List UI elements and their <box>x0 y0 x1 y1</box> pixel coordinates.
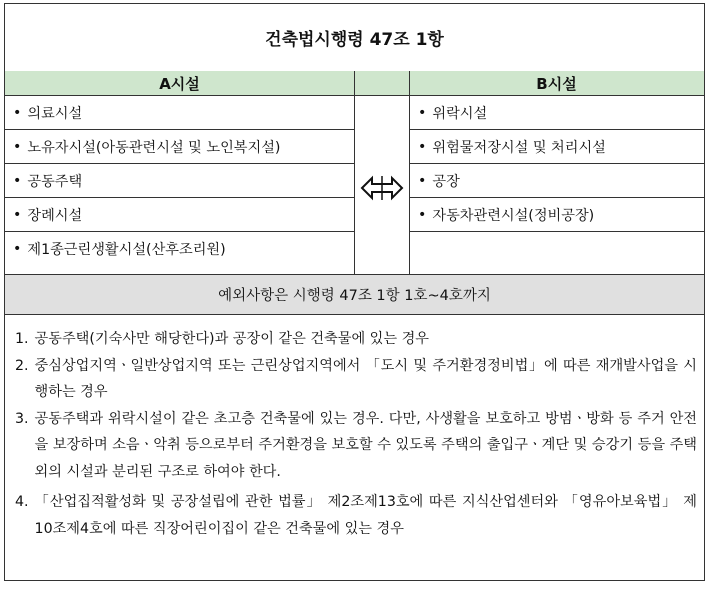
list-item <box>5 198 354 232</box>
regulation-table <box>4 3 705 581</box>
item-text: 「산업집적활성화 및 공장설립에 관한 법률」 제2조제13호에 따른 지식산업센터와 「영유아보육법」 제10조제4호에 따른 직장어린이집이 같은 건축물에 있는 경우 <box>34 494 697 537</box>
item-number: 3. <box>15 410 29 427</box>
column-a-list <box>5 96 354 265</box>
item-text: 공동주택과 위락시설이 같은 초고층 건축물에 있는 경우. 다만, 사생활을 보호하고 방범ㆍ방화 등 주거 안전을 보장하며 소음ㆍ악취 등으로부터 주거환경을 보호할 수 있도록 주택의 출입구ㆍ계단 및 승강기 등을 주택 외의 시설과 분리된 구조로 하여야 한다. <box>34 410 697 480</box>
exception-item <box>15 326 697 353</box>
bullet: • <box>13 104 22 121</box>
facility-label: 제1종근린생활시설(산후조리원) <box>27 241 226 258</box>
list-item <box>410 164 704 198</box>
column-a-header: A시설 <box>5 71 354 96</box>
bullet: • <box>13 138 22 155</box>
list-item <box>5 96 354 130</box>
list-item <box>5 232 354 265</box>
double-arrow-icon <box>360 174 404 202</box>
facility-label: 공동주택 <box>27 173 83 190</box>
list-item <box>410 130 704 164</box>
exceptions-list <box>15 326 697 542</box>
bullet: • <box>418 206 427 223</box>
item-text: 공동주택(기숙사만 해당한다)과 공장이 같은 건축물에 있는 경우 <box>34 331 430 347</box>
facility-label: 장례시설 <box>27 207 83 224</box>
item-text: 중심상업지역ㆍ일반상업지역 또는 근린상업지역에서 「도시 및 주거환경정비법」에 따른 재개발사업을 시행하는 경우 <box>34 357 697 400</box>
facility-label: 위험물저장시설 및 처리시설 <box>432 139 606 156</box>
bullet: • <box>418 172 427 189</box>
bullet: • <box>13 172 22 189</box>
item-number: 2. <box>15 357 29 374</box>
list-item-empty <box>410 232 704 265</box>
bullet: • <box>13 206 22 223</box>
exception-item <box>15 353 697 406</box>
table-title: 건축법시행령 47조 1항 <box>5 4 704 72</box>
column-b-header: B시설 <box>409 71 704 96</box>
exceptions-header: 예외사항은 시행령 47조 1항 1호~4호까지 <box>5 274 704 315</box>
facility-label: 의료시설 <box>27 105 83 122</box>
list-item <box>5 164 354 198</box>
item-number: 1. <box>15 331 29 347</box>
bullet: • <box>13 240 22 257</box>
exception-item <box>15 406 697 486</box>
bullet: • <box>418 104 427 121</box>
exception-item <box>15 489 697 542</box>
header-gap <box>354 71 409 96</box>
column-b-list <box>410 96 704 265</box>
facility-label: 공장 <box>432 173 460 190</box>
list-item <box>5 130 354 164</box>
divider <box>354 71 355 274</box>
list-item <box>410 96 704 130</box>
facility-label: 노유자시설(아동관련시설 및 노인복지설) <box>27 139 281 156</box>
bullet: • <box>418 138 427 155</box>
facility-label: 위락시설 <box>432 105 488 122</box>
item-number: 4. <box>15 494 29 510</box>
facility-label: 자동차관련시설(정비공장) <box>432 207 595 224</box>
list-item <box>410 198 704 232</box>
